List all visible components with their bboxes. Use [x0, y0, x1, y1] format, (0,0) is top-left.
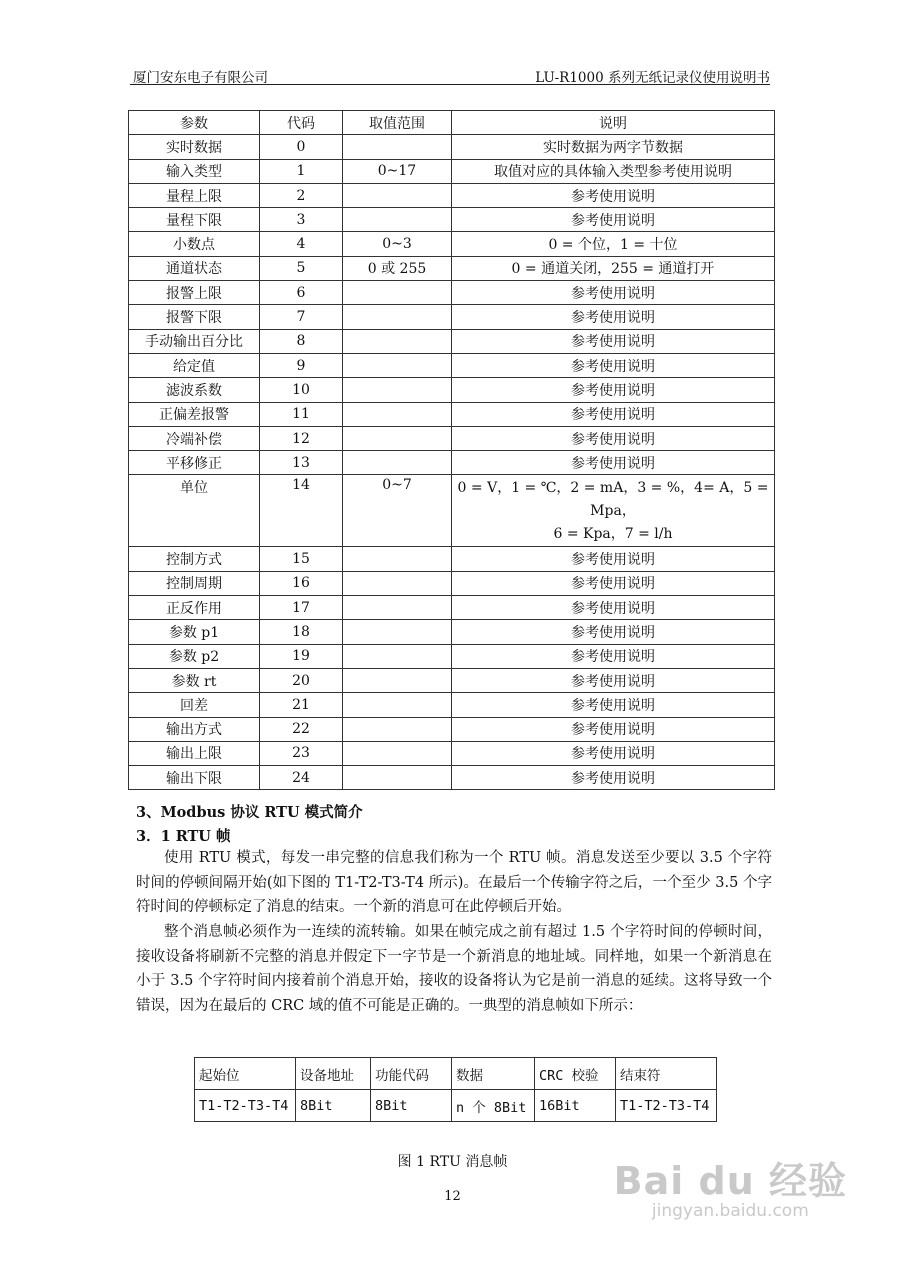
table-cell — [343, 547, 452, 571]
header-company: 厦门安东电子有限公司 — [133, 70, 268, 86]
unit-desc-line: 6 = Kpa，7 = l/h — [553, 526, 673, 543]
parameter-table — [128, 110, 775, 790]
table-cell — [343, 596, 452, 620]
table-cell: 15 — [260, 547, 343, 571]
table-row — [195, 1090, 717, 1122]
table-row — [129, 183, 775, 207]
table-row — [129, 135, 775, 159]
table-cell: 1 — [260, 159, 343, 183]
table-cell: 0 = 个位，1 = 十位 — [452, 232, 775, 256]
table-cell: 10 — [260, 378, 343, 402]
watermark — [614, 1150, 847, 1221]
table-cell — [343, 644, 452, 668]
header-manual-title: LU-R1000 系列无纸记录仪使用说明书 — [535, 70, 770, 86]
table-cell: 2 — [260, 183, 343, 207]
table-cell — [343, 281, 452, 305]
table-cell: 13 — [260, 451, 343, 475]
table-cell: T1-T2-T3-T4 — [195, 1090, 296, 1122]
table-cell — [343, 668, 452, 692]
table-cell: 参考使用说明 — [452, 717, 775, 741]
table-cell: 控制周期 — [129, 571, 260, 595]
table-row — [129, 693, 775, 717]
table-cell: 平移修正 — [129, 451, 260, 475]
table-cell — [343, 402, 452, 426]
table-cell: 5 — [260, 256, 343, 280]
table-cell: 8 — [260, 329, 343, 353]
table-cell — [343, 426, 452, 450]
table-row — [129, 766, 775, 790]
table-cell: n 个 8Bit — [452, 1090, 535, 1122]
table-row — [129, 402, 775, 426]
table-cell: CRC 校验 — [535, 1058, 616, 1090]
table-cell: 8Bit — [371, 1090, 452, 1122]
table-row — [195, 1058, 717, 1090]
table-row — [129, 256, 775, 280]
baidu-jingyan-logo: Bai du 经验 — [613, 1159, 847, 1203]
table-cell: 参考使用说明 — [452, 693, 775, 717]
table-row — [129, 281, 775, 305]
table-cell — [343, 378, 452, 402]
table-cell: 设备地址 — [296, 1058, 371, 1090]
table-cell — [343, 693, 452, 717]
table-cell: 参数 p1 — [129, 620, 260, 644]
table-cell — [343, 305, 452, 329]
table-cell: 4 — [260, 232, 343, 256]
table-row — [129, 644, 775, 668]
table-cell: 6 — [260, 281, 343, 305]
table-cell: 22 — [260, 717, 343, 741]
table-cell: 参考使用说明 — [452, 208, 775, 232]
table-row — [129, 596, 775, 620]
table-cell: 起始位 — [195, 1058, 296, 1090]
table-header-cell: 说明 — [452, 111, 775, 135]
table-row — [129, 571, 775, 595]
table-cell: 0 — [260, 135, 343, 159]
table-cell — [343, 183, 452, 207]
table-cell: 给定值 — [129, 353, 260, 377]
table-cell: 输出方式 — [129, 717, 260, 741]
table-cell: 参考使用说明 — [452, 451, 775, 475]
table-cell: 量程下限 — [129, 208, 260, 232]
table-cell — [343, 741, 452, 765]
table-cell: 通道状态 — [129, 256, 260, 280]
table-row — [129, 232, 775, 256]
rtu-frame-table — [194, 1057, 717, 1122]
table-cell: 8Bit — [296, 1090, 371, 1122]
table-cell: 参考使用说明 — [452, 547, 775, 571]
table-cell: 数据 — [452, 1058, 535, 1090]
table-cell: 23 — [260, 741, 343, 765]
table-row — [129, 426, 775, 450]
table-cell: 量程上限 — [129, 183, 260, 207]
table-cell: 小数点 — [129, 232, 260, 256]
table-cell: 24 — [260, 766, 343, 790]
table-cell: 实时数据 — [129, 135, 260, 159]
table-cell: 参考使用说明 — [452, 644, 775, 668]
watermark-url: jingyan.baidu.com — [651, 1201, 809, 1221]
table-cell: 报警下限 — [129, 305, 260, 329]
table-cell — [343, 451, 452, 475]
table-row — [129, 451, 775, 475]
table-cell: 0~3 — [343, 232, 452, 256]
table-cell — [343, 353, 452, 377]
section-title-modbus: 3、Modbus 协议 RTU 模式简介 — [136, 804, 363, 821]
table-cell: 手动输出百分比 — [129, 329, 260, 353]
table-cell: 单位 — [129, 475, 260, 547]
table-row — [129, 305, 775, 329]
table-cell: 参考使用说明 — [452, 305, 775, 329]
paragraph-text: 使用 RTU 模式，每发一串完整的信息我们称为一个 RTU 帧。消息发送至少要以 3.5 个字符时间的停顿间隔开始(如下图的 T1-T2-T3-T4 所示)。在最后一个传输字符之后，一个至少 3.5 个字符时间的停顿标定了消息的结束。一个新的消息可在此停顿后开始。 — [136, 850, 772, 915]
table-row — [129, 208, 775, 232]
table-cell: 7 — [260, 305, 343, 329]
table-cell: 输入类型 — [129, 159, 260, 183]
table-cell: 结束符 — [616, 1058, 717, 1090]
table-cell: 输出下限 — [129, 766, 260, 790]
table-cell: 参数 p2 — [129, 644, 260, 668]
table-cell — [343, 329, 452, 353]
table-cell: 正反作用 — [129, 596, 260, 620]
table-cell: 9 — [260, 353, 343, 377]
table-cell: 19 — [260, 644, 343, 668]
table-cell — [343, 571, 452, 595]
table-cell: 参考使用说明 — [452, 668, 775, 692]
table-row — [129, 159, 775, 183]
table-cell: 参考使用说明 — [452, 766, 775, 790]
table-cell: 输出上限 — [129, 741, 260, 765]
table-cell: 参考使用说明 — [452, 329, 775, 353]
table-cell: 参考使用说明 — [452, 571, 775, 595]
unit-desc-line: 0 = V，1 = ℃，2 = mA，3 = %，4= A，5 = Mpa， — [457, 480, 769, 520]
table-cell — [343, 717, 452, 741]
paragraph-rtu-intro — [136, 846, 772, 920]
table-cell: 参考使用说明 — [452, 741, 775, 765]
header-rule — [130, 84, 770, 85]
table-cell: 16Bit — [535, 1090, 616, 1122]
paragraph-frame-stream — [136, 920, 772, 1018]
table-row — [129, 620, 775, 644]
table-cell: 3 — [260, 208, 343, 232]
figure-caption: 图 1 RTU 消息帧 — [397, 1154, 508, 1170]
table-row — [129, 378, 775, 402]
table-cell — [343, 135, 452, 159]
table-row-unit — [129, 475, 775, 547]
table-cell: 正偏差报警 — [129, 402, 260, 426]
table-cell: 参考使用说明 — [452, 378, 775, 402]
table-cell: 控制方式 — [129, 547, 260, 571]
table-cell: 参考使用说明 — [452, 402, 775, 426]
table-cell: 参数 rt — [129, 668, 260, 692]
table-cell: 18 — [260, 620, 343, 644]
table-cell: 参考使用说明 — [452, 353, 775, 377]
table-cell: 参考使用说明 — [452, 620, 775, 644]
table-cell: 报警上限 — [129, 281, 260, 305]
section-title-rtu-frame: 3．1 RTU 帧 — [136, 828, 231, 845]
table-cell: T1-T2-T3-T4 — [616, 1090, 717, 1122]
table-header-cell: 代码 — [260, 111, 343, 135]
table-cell: 取值对应的具体输入类型参考使用说明 — [452, 159, 775, 183]
table-cell: 参考使用说明 — [452, 183, 775, 207]
table-cell — [452, 475, 775, 547]
table-cell: 0~17 — [343, 159, 452, 183]
table-row — [129, 717, 775, 741]
table-header-cell: 参数 — [129, 111, 260, 135]
table-cell: 参考使用说明 — [452, 596, 775, 620]
table-cell: 0 = 通道关闭，255 = 通道打开 — [452, 256, 775, 280]
table-row — [129, 741, 775, 765]
table-cell: 11 — [260, 402, 343, 426]
table-cell: 12 — [260, 426, 343, 450]
paragraph-text: 整个消息帧必须作为一连续的流转输。如果在帧完成之前有超过 1.5 个字符时间的停顿时间，接收设备将刷新不完整的消息并假定下一字节是一个新消息的地址域。同样地，如果一个新消息在小于 3.5 个字符时间内接着前个消息开始，接收的设备将认为它是前一消息的延续。这将导致一个错误，因为在最后的 CRC 域的值不可能是正确的。一典型的消息帧如下所示： — [136, 924, 772, 1014]
page-number: 12 — [444, 1189, 461, 1204]
table-cell: 0 或 255 — [343, 256, 452, 280]
table-cell: 参考使用说明 — [452, 281, 775, 305]
table-cell: 参考使用说明 — [452, 426, 775, 450]
table-cell: 17 — [260, 596, 343, 620]
table-cell: 0~7 — [343, 475, 452, 547]
table-cell: 滤波系数 — [129, 378, 260, 402]
table-row — [129, 353, 775, 377]
table-cell: 回差 — [129, 693, 260, 717]
table-header-row — [129, 111, 775, 135]
table-cell: 20 — [260, 668, 343, 692]
table-cell: 14 — [260, 475, 343, 547]
table-row — [129, 668, 775, 692]
table-cell: 功能代码 — [371, 1058, 452, 1090]
table-cell — [343, 766, 452, 790]
table-cell: 16 — [260, 571, 343, 595]
table-row — [129, 547, 775, 571]
table-cell: 21 — [260, 693, 343, 717]
table-row — [129, 329, 775, 353]
table-header-cell: 取值范围 — [343, 111, 452, 135]
table-cell — [343, 620, 452, 644]
table-cell — [343, 208, 452, 232]
table-cell: 实时数据为两字节数据 — [452, 135, 775, 159]
table-cell: 冷端补偿 — [129, 426, 260, 450]
